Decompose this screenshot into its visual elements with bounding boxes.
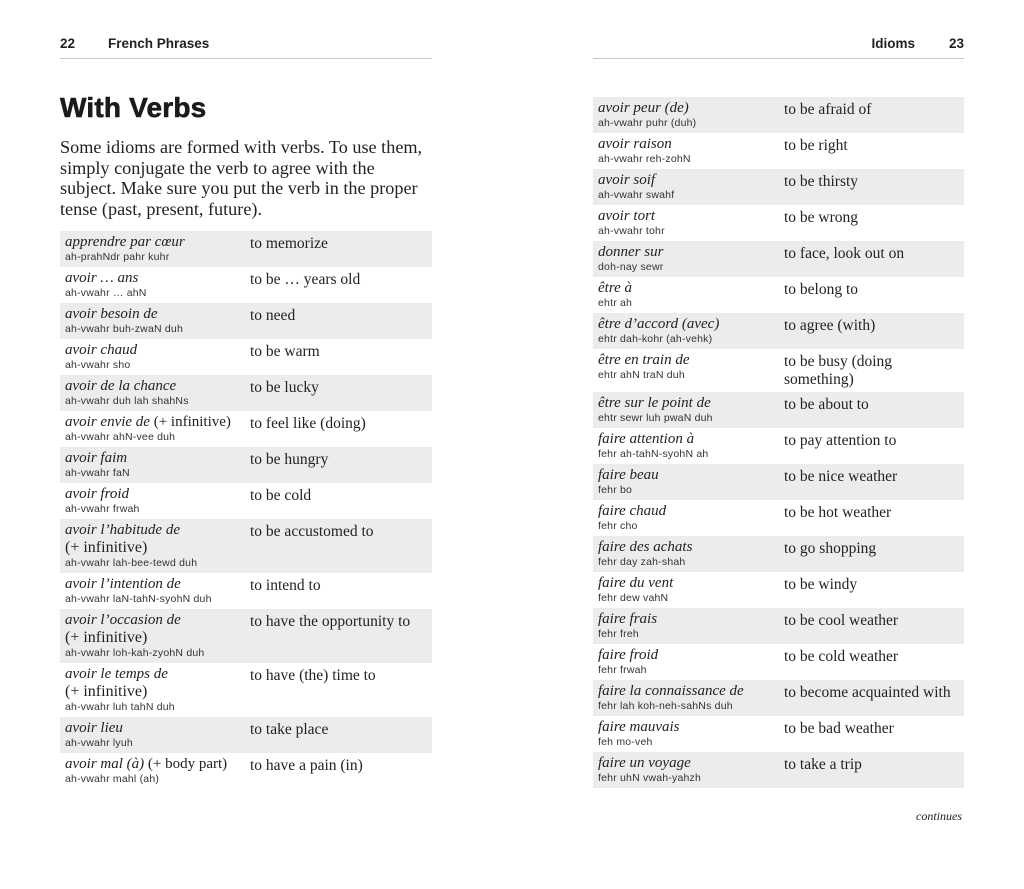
- french-cell: [65, 612, 250, 660]
- english-translation: to be cool weather: [784, 612, 899, 629]
- pronunciation: ah-vwahr duh lah shahNs: [65, 395, 189, 407]
- french-cell: [65, 756, 250, 786]
- french-cell: [65, 270, 250, 300]
- pronunciation: ehtr ahN traN duh: [598, 369, 685, 381]
- english-translation: to pay attention to: [784, 432, 897, 449]
- french-cell: [65, 450, 250, 480]
- english-translation: to feel like (doing): [250, 415, 366, 432]
- table-row: [593, 169, 964, 205]
- table-row: [593, 680, 964, 716]
- french-phrase-text: faire du vent: [598, 575, 674, 591]
- table-row: [60, 663, 432, 717]
- table-row: [60, 483, 432, 519]
- french-cell: [65, 414, 250, 444]
- table-row: [593, 536, 964, 572]
- french-phrase-text: apprendre par cœur: [65, 234, 185, 250]
- table-row: [593, 241, 964, 277]
- english-translation: to have a pain (in): [250, 757, 363, 774]
- french-phrase: [598, 395, 784, 412]
- french-cell: [598, 467, 784, 497]
- english-translation: to be busy (doing something): [784, 353, 893, 388]
- table-row: [60, 231, 432, 267]
- pronunciation: ah-vwahr luh tahN duh: [65, 701, 175, 713]
- english-translation: to be bad weather: [784, 720, 894, 737]
- pronunciation: ah-vwahr lah-bee-tewd duh: [65, 557, 198, 569]
- french-phrase-text: donner sur: [598, 244, 664, 260]
- french-cell: [65, 486, 250, 516]
- french-cell: [65, 378, 250, 408]
- french-phrase: [598, 539, 784, 556]
- pronunciation: fehr freh: [598, 628, 639, 640]
- french-phrase-text: avoir raison: [598, 136, 672, 152]
- french-phrase: [598, 244, 784, 261]
- french-phrase-text: avoir l’occasion de: [65, 612, 181, 628]
- english-translation: to be right: [784, 137, 848, 154]
- french-phrase: [598, 172, 784, 189]
- french-phrase: [598, 647, 784, 664]
- french-phrase-text: avoir envie de: [65, 414, 150, 430]
- table-row: [60, 753, 432, 789]
- english-translation: to face, look out on: [784, 245, 905, 262]
- french-phrase: [598, 136, 784, 153]
- table-row: [593, 464, 964, 500]
- english-translation: to take a trip: [784, 756, 862, 773]
- french-phrase-text: être d’accord (avec): [598, 316, 720, 332]
- french-phrase-text: avoir chaud: [65, 342, 138, 358]
- table-row: [593, 97, 964, 133]
- table-row: [593, 205, 964, 241]
- pronunciation: fehr dew vahN: [598, 592, 669, 604]
- running-head-right: [593, 35, 964, 59]
- english-translation: to be windy: [784, 576, 858, 593]
- french-phrase-text: avoir … ans: [65, 270, 139, 286]
- grammar-note: (+ infinitive): [65, 683, 148, 700]
- grammar-note: (+ body part): [144, 756, 228, 772]
- table-row: [60, 447, 432, 483]
- french-phrase: [65, 306, 250, 323]
- english-translation: to take place: [250, 721, 329, 738]
- english-translation: to have the opportunity to: [250, 613, 411, 630]
- french-cell: [65, 720, 250, 750]
- table-row: [60, 519, 432, 573]
- french-phrase-text: avoir tort: [598, 208, 656, 224]
- pronunciation: fehr day zah-shah: [598, 556, 686, 568]
- english-translation: to be hot weather: [784, 504, 892, 521]
- french-phrase-text: avoir l’habitude de: [65, 522, 180, 538]
- french-phrase: [598, 316, 784, 333]
- french-cell: [65, 306, 250, 336]
- table-row: [60, 303, 432, 339]
- french-cell: [598, 647, 784, 677]
- table-row: [60, 339, 432, 375]
- table-row: [593, 277, 964, 313]
- english-translation: to be cold weather: [784, 648, 899, 665]
- english-translation: to have (the) time to: [250, 667, 376, 684]
- french-cell: [598, 244, 784, 274]
- pronunciation: ah-vwahr … ahN: [65, 287, 147, 299]
- table-row: [593, 428, 964, 464]
- pronunciation: ah-vwahr sho: [65, 359, 131, 371]
- pronunciation: ah-vwahr swahf: [598, 189, 675, 201]
- french-phrase: [65, 756, 250, 773]
- table-row: [593, 752, 964, 788]
- french-phrase: [598, 503, 784, 520]
- french-cell: [598, 431, 784, 461]
- french-cell: [598, 172, 784, 202]
- english-translation: to be nice weather: [784, 468, 898, 485]
- english-translation: to be hungry: [250, 451, 329, 468]
- french-phrase: [65, 270, 250, 287]
- pronunciation: ah-vwahr laN-tahN-syohN duh: [65, 593, 212, 605]
- french-phrase: [65, 666, 250, 683]
- french-cell: [598, 503, 784, 533]
- table-row: [593, 716, 964, 752]
- french-cell: [65, 342, 250, 372]
- english-translation: to memorize: [250, 235, 328, 252]
- pronunciation: fehr cho: [598, 520, 638, 532]
- french-phrase-text: avoir faim: [65, 450, 128, 466]
- pronunciation: fehr lah koh-neh-sahNs duh: [598, 700, 733, 712]
- french-cell: [65, 666, 250, 714]
- french-cell: [598, 100, 784, 130]
- french-cell: [598, 352, 784, 389]
- table-row: [593, 392, 964, 428]
- french-phrase-text: faire chaud: [598, 503, 667, 519]
- french-phrase-text: avoir mal (à): [65, 756, 145, 772]
- english-translation: to become acquainted with: [784, 684, 951, 701]
- french-cell: [65, 234, 250, 264]
- french-phrase-text: avoir l’intention de: [65, 576, 181, 592]
- french-cell: [65, 576, 250, 606]
- french-phrase: [65, 378, 250, 395]
- idiom-table-right: [593, 97, 964, 788]
- french-phrase: [598, 100, 784, 117]
- pronunciation: fehr frwah: [598, 664, 647, 676]
- french-phrase: [65, 450, 250, 467]
- french-phrase-text: être en train de: [598, 352, 690, 368]
- french-phrase-text: avoir froid: [65, 486, 130, 502]
- section-title: With Verbs: [60, 92, 207, 123]
- english-translation: to be cold: [250, 487, 312, 504]
- french-phrase-text: faire frais: [598, 611, 658, 627]
- french-phrase-text: faire beau: [598, 467, 659, 483]
- french-phrase: [65, 720, 250, 737]
- english-translation: to go shopping: [784, 540, 877, 557]
- french-phrase: [65, 522, 250, 539]
- french-phrase: [598, 719, 784, 736]
- pronunciation: fehr uhN vwah-yahzh: [598, 772, 702, 784]
- french-phrase: [598, 431, 784, 448]
- table-row: [60, 411, 432, 447]
- french-phrase-text: avoir peur (de): [598, 100, 689, 116]
- french-phrase: [598, 352, 784, 369]
- french-phrase-text: être à: [598, 280, 633, 296]
- french-phrase-text: avoir le temps de: [65, 666, 168, 682]
- idiom-table-left: [60, 231, 432, 789]
- french-phrase-text: faire froid: [598, 647, 659, 663]
- pronunciation: ehtr sewr luh pwaN duh: [598, 412, 713, 424]
- intro-paragraph: Some idioms are formed with verbs. To use them, simply conjugate the verb to agree with the subject. Make sure you put the verb in the proper tense (past, present, future).: [60, 137, 423, 219]
- french-phrase-text: faire un voyage: [598, 755, 691, 771]
- french-phrase: [65, 342, 250, 359]
- french-cell: [598, 316, 784, 346]
- french-phrase: [65, 576, 250, 593]
- french-cell: [598, 208, 784, 238]
- french-cell: [65, 522, 250, 570]
- french-phrase-text: avoir de la chance: [65, 378, 177, 394]
- table-row: [593, 500, 964, 536]
- french-phrase: [65, 414, 250, 431]
- french-phrase-text: faire des achats: [598, 539, 693, 555]
- french-phrase: [598, 467, 784, 484]
- pronunciation: ehtr ah: [598, 297, 633, 309]
- pronunciation: ehtr dah-kohr (ah-vehk): [598, 333, 713, 345]
- running-title: French Phrases: [108, 36, 210, 51]
- french-cell: [598, 539, 784, 569]
- english-translation: to be about to: [784, 396, 869, 413]
- table-row: [60, 267, 432, 303]
- pronunciation: feh mo-veh: [598, 736, 653, 748]
- table-row: [593, 349, 964, 392]
- running-title: Idioms: [871, 36, 915, 51]
- continues-label: continues: [916, 809, 962, 823]
- french-cell: [598, 395, 784, 425]
- english-translation: to belong to: [784, 281, 859, 298]
- running-head-left: [60, 35, 432, 59]
- table-row: [593, 572, 964, 608]
- french-phrase: [598, 611, 784, 628]
- pronunciation: doh-nay sewr: [598, 261, 664, 273]
- english-translation: to be lucky: [250, 379, 319, 396]
- grammar-note: (+ infinitive): [65, 539, 148, 556]
- french-phrase-text: faire la connaissance de: [598, 683, 744, 699]
- grammar-note: (+ infinitive): [65, 629, 148, 646]
- english-translation: to agree (with): [784, 317, 876, 334]
- table-row: [593, 644, 964, 680]
- french-phrase-text: faire mauvais: [598, 719, 680, 735]
- english-translation: to need: [250, 307, 296, 324]
- french-cell: [598, 611, 784, 641]
- french-phrase-text: faire attention à: [598, 431, 695, 447]
- english-translation: to be … years old: [250, 271, 361, 288]
- table-row: [593, 313, 964, 349]
- french-phrase-text: avoir soif: [598, 172, 656, 188]
- table-row: [593, 608, 964, 644]
- french-phrase: [598, 755, 784, 772]
- table-row: [60, 717, 432, 753]
- french-cell: [598, 575, 784, 605]
- pronunciation: ah-vwahr lyuh: [65, 737, 133, 749]
- french-phrase: [598, 280, 784, 297]
- table-row: [60, 573, 432, 609]
- french-cell: [598, 136, 784, 166]
- french-phrase-text: avoir besoin de: [65, 306, 158, 322]
- french-phrase: [65, 612, 250, 629]
- pronunciation: fehr bo: [598, 484, 633, 496]
- table-row: [60, 609, 432, 663]
- pronunciation: ah-vwahr reh-zohN: [598, 153, 691, 165]
- french-phrase: [65, 486, 250, 503]
- pronunciation: ah-vwahr faN: [65, 467, 130, 479]
- pronunciation: fehr ah-tahN-syohN ah: [598, 448, 709, 460]
- french-phrase: [65, 234, 250, 251]
- french-phrase: [598, 575, 784, 592]
- french-cell: [598, 719, 784, 749]
- pronunciation: ah-vwahr buh-zwaN duh: [65, 323, 184, 335]
- pronunciation: ah-vwahr mahl (ah): [65, 773, 160, 785]
- english-translation: to be thirsty: [784, 173, 859, 190]
- french-phrase: [598, 208, 784, 225]
- french-cell: [598, 683, 784, 713]
- grammar-note: (+ infinitive): [149, 414, 231, 430]
- table-row: [60, 375, 432, 411]
- english-translation: to be afraid of: [784, 101, 872, 118]
- pronunciation: ah-vwahr frwah: [65, 503, 140, 515]
- pronunciation: ah-vwahr loh-kah-zyohN duh: [65, 647, 205, 659]
- english-translation: to intend to: [250, 577, 321, 594]
- page-number: 22: [60, 36, 76, 51]
- french-cell: [598, 755, 784, 785]
- pronunciation: ah-prahNdr pahr kuhr: [65, 251, 170, 263]
- pronunciation: ah-vwahr ahN-vee duh: [65, 431, 176, 443]
- page-number: 23: [948, 36, 964, 51]
- english-translation: to be accustomed to: [250, 523, 374, 540]
- pronunciation: ah-vwahr tohr: [598, 225, 665, 237]
- french-cell: [598, 280, 784, 310]
- english-translation: to be warm: [250, 343, 320, 360]
- french-phrase-text: être sur le point de: [598, 395, 711, 411]
- table-row: [593, 133, 964, 169]
- english-translation: to be wrong: [784, 209, 859, 226]
- french-phrase: [598, 683, 784, 700]
- pronunciation: ah-vwahr puhr (duh): [598, 117, 697, 129]
- french-phrase-text: avoir lieu: [65, 720, 123, 736]
